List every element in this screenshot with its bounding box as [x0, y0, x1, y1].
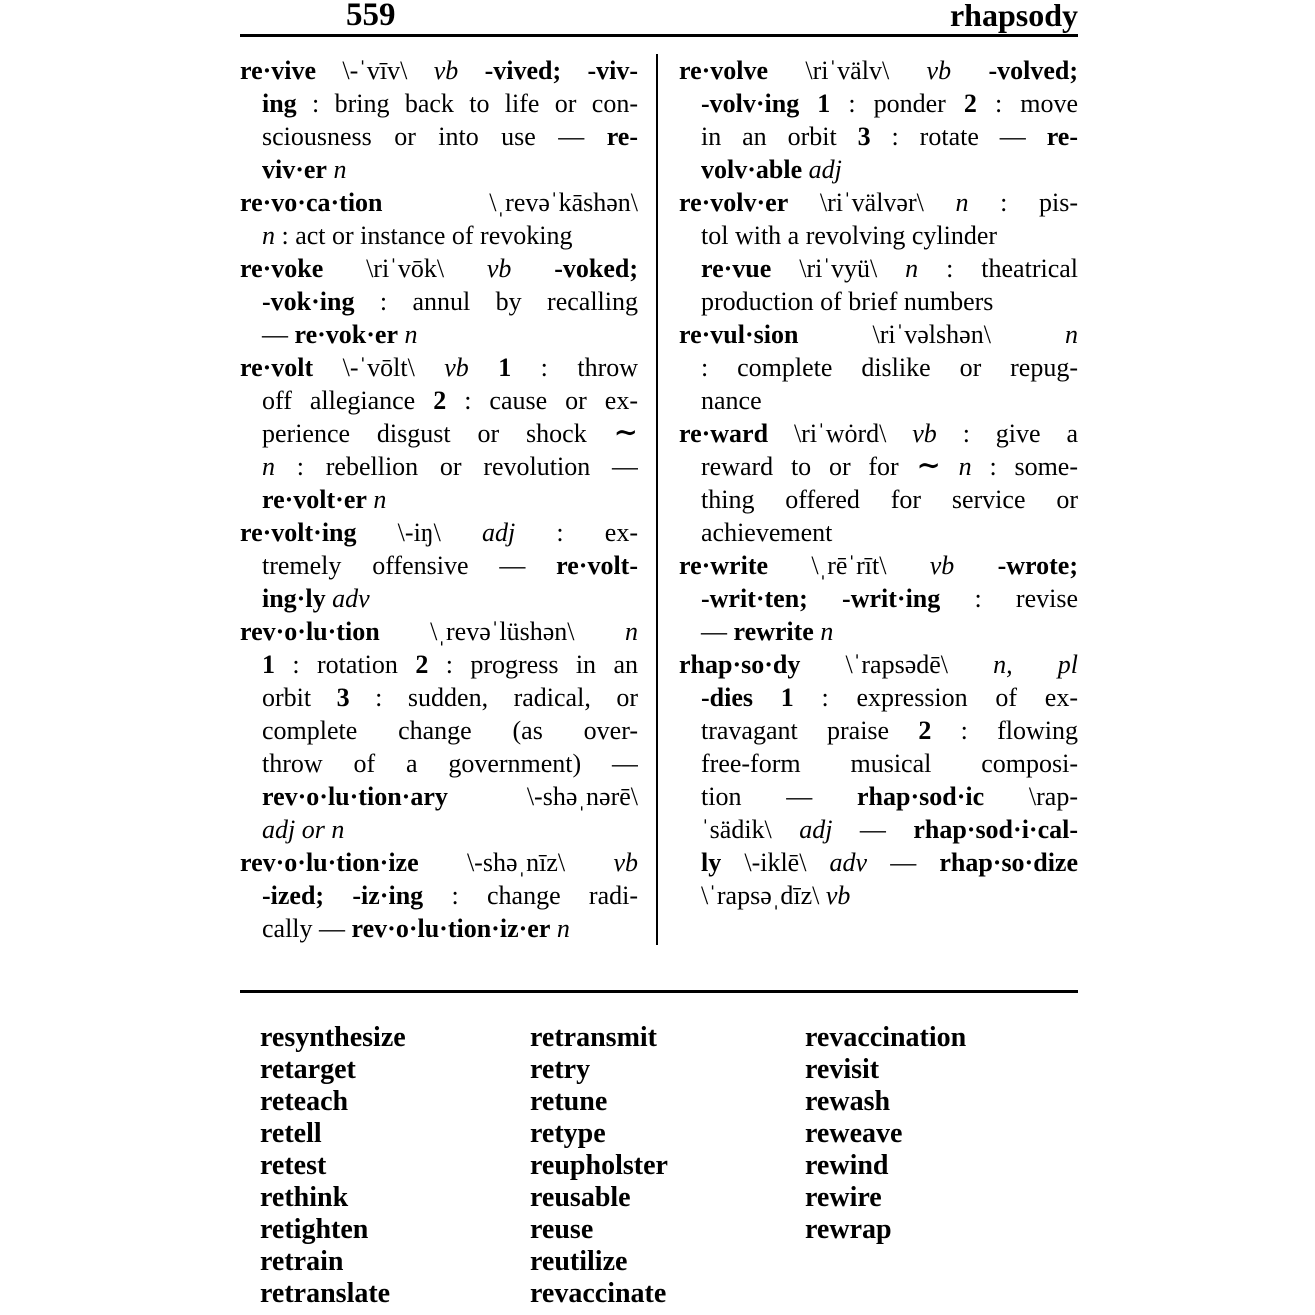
- entry-line: [240, 252, 638, 285]
- entry-text-italic: n: [958, 452, 972, 481]
- entry-text: \riˈwȯrd\: [768, 419, 913, 448]
- entry-text-bold: re·vo·ca·tion: [240, 188, 383, 217]
- entry-text-bold: 2: [433, 386, 447, 415]
- entry-text-bold: -volv·ing 1: [701, 89, 831, 118]
- entry-text: [954, 551, 997, 580]
- entry-text: off allegiance: [262, 386, 434, 415]
- entry-text-italic: n: [820, 617, 834, 646]
- entry-revocation: [240, 186, 638, 252]
- entry-line: [679, 813, 1078, 846]
- entry-line: [679, 648, 1078, 681]
- entry-text: : bring back to life or con-: [296, 89, 638, 118]
- entry-text-bold: -writ·ten; -writ·ing: [701, 584, 941, 613]
- word-list-item: retype: [530, 1118, 606, 1149]
- entry-text: [951, 56, 988, 85]
- entry-text-italic: vb: [929, 551, 955, 580]
- page-content: [240, 0, 1078, 1310]
- entry-line: [240, 384, 638, 417]
- entry-text: \ˈrapsəˌdīz\: [701, 881, 826, 910]
- entry-text: in an orbit: [701, 122, 858, 151]
- entry-text: \ˈrapsədē\: [800, 650, 994, 679]
- word-list-item: rewire: [805, 1182, 882, 1213]
- entry-text-italic: n: [556, 914, 570, 943]
- entry-revive: [240, 54, 638, 186]
- entry-text-bold: re·vive: [240, 56, 317, 85]
- entry-text-bold: rev·o·lu·tion·ize: [240, 848, 419, 877]
- entry-line: [240, 912, 638, 945]
- entry-text-italic: n: [333, 155, 347, 184]
- word-list-item: revaccination: [805, 1022, 967, 1053]
- entry-line: [679, 747, 1078, 780]
- entry-text-bold: volv·able: [701, 155, 803, 184]
- entry-text: \riˈvōk\: [323, 254, 487, 283]
- entry-text: —: [867, 848, 940, 877]
- entry-text-bold: ly: [701, 848, 722, 877]
- entry-text-italic: n: [373, 485, 387, 514]
- entry-text-italic: adj: [808, 155, 842, 184]
- entry-line: [240, 219, 638, 252]
- entry-text-bold: 1: [498, 353, 512, 382]
- entry-text-bold: ing·ly: [262, 584, 326, 613]
- entry-line: [240, 54, 638, 87]
- entry-line: [240, 747, 638, 780]
- entry-text: \ˌrēˈrīt\: [768, 551, 930, 580]
- word-list-item: retest: [260, 1150, 327, 1181]
- entry-revolver: [679, 186, 1078, 252]
- entry-revolutionize: [240, 846, 638, 945]
- entry-text-bold: -vived; -viv-: [484, 56, 638, 85]
- entry-text-italic: vb: [433, 56, 459, 85]
- word-list-item: reweave: [805, 1118, 903, 1149]
- entry-line: [240, 549, 638, 582]
- entry-text: : move: [976, 89, 1078, 118]
- entry-text: \-iŋ\: [356, 518, 483, 547]
- word-list-item: rethink: [260, 1182, 349, 1213]
- entry-revolting: [240, 516, 638, 615]
- entry-text: : pis-: [968, 188, 1078, 217]
- entry-line: [240, 846, 638, 879]
- entry-text-bold: rev·o·lu·tion: [240, 617, 380, 646]
- entry-text-italic: vb: [926, 56, 952, 85]
- entry-text: \riˈvälvər\: [788, 188, 956, 217]
- entry-text: thing offered for service or: [701, 485, 1078, 514]
- entry-text-italic: vb: [613, 848, 638, 877]
- entry-text-italic: vb: [444, 353, 469, 382]
- entry-text-bold: 3: [857, 122, 871, 151]
- entry-revue: [679, 252, 1078, 318]
- entry-text-bold: re·write: [679, 551, 769, 580]
- entry-line: [240, 648, 638, 681]
- entry-text: tion —: [701, 782, 857, 811]
- entry-text: [753, 683, 781, 712]
- word-list-item: reutilize: [530, 1246, 628, 1277]
- word-list-item: retranslate: [260, 1278, 391, 1309]
- entry-text-italic: adv: [332, 584, 370, 613]
- entry-line: [679, 549, 1078, 582]
- entry-line: [240, 417, 638, 450]
- word-list-item: revisit: [805, 1054, 880, 1085]
- entry-text: : sudden, radical, or: [349, 683, 638, 712]
- entry-line: [240, 153, 638, 186]
- entry-text: travagant praise: [701, 716, 919, 745]
- entry-line: [679, 186, 1078, 219]
- entry-text-bold: 1: [262, 650, 275, 679]
- entry-text: free-form musical composi-: [701, 749, 1078, 778]
- entry-text-italic: vb: [486, 254, 512, 283]
- entry-text: perience disgust or shock: [262, 419, 614, 448]
- entry-text: sciousness or into use —: [262, 122, 607, 151]
- entry-text: \ˌrevəˈkāshən\: [382, 188, 638, 217]
- entry-line: [679, 582, 1078, 615]
- entry-text: : rotation: [275, 650, 416, 679]
- entry-text-bold: -dies: [701, 683, 753, 712]
- entry-text: : throw: [511, 353, 638, 382]
- entry-text-bold: re-: [606, 122, 638, 151]
- entry-text: \riˈvyü\: [771, 254, 906, 283]
- entry-line: [679, 219, 1078, 252]
- entry-text: : change radi-: [423, 881, 638, 910]
- entry-line: [240, 120, 638, 153]
- page-header: [240, 0, 1078, 34]
- word-list-item: retrain: [260, 1246, 344, 1277]
- entry-line: [679, 681, 1078, 714]
- entry-text: production of brief numbers: [701, 287, 994, 316]
- entry-line: [240, 780, 638, 813]
- entry-text-italic: adj or n: [262, 815, 345, 844]
- word-list-item: reteach: [260, 1086, 349, 1117]
- entry-line: [679, 384, 1078, 417]
- entry-line: [679, 153, 1078, 186]
- entry-line: [240, 681, 638, 714]
- entry-revolt: [240, 351, 638, 516]
- entry-line: [679, 417, 1078, 450]
- word-list-item: retighten: [260, 1214, 369, 1245]
- left-column: [240, 54, 638, 945]
- entry-text-italic: adj: [799, 815, 833, 844]
- entry-text: —: [832, 815, 914, 844]
- entry-columns: [240, 54, 1078, 945]
- entry-text-italic: vb: [825, 881, 851, 910]
- entry-text-bold: re·ward: [679, 419, 769, 448]
- right-column: [679, 54, 1078, 945]
- entry-text-italic: n: [905, 254, 919, 283]
- entry-text: : complete dislike or repug-: [701, 353, 1078, 382]
- word-list-column-2: [530, 1022, 805, 1310]
- entry-text: tremely offensive —: [262, 551, 557, 580]
- entry-text-bold: -wrote;: [997, 551, 1078, 580]
- entry-text: complete change (as over-: [262, 716, 638, 745]
- entry-text-bold: rev·o·lu·tion·iz·er: [351, 914, 551, 943]
- entry-text: \riˈvəlshən\: [798, 320, 1065, 349]
- entry-line: [679, 318, 1078, 351]
- entry-text: : expression of ex-: [793, 683, 1078, 712]
- word-list-item: resynthesize: [260, 1022, 406, 1053]
- entry-reward: [679, 417, 1078, 549]
- entry-text: \-ˈvīv\: [316, 56, 434, 85]
- entry-text-bold: -voked;: [554, 254, 638, 283]
- entry-text-italic: adv: [829, 848, 868, 877]
- entry-text-bold: re·volt·er: [262, 485, 367, 514]
- entry-text: orbit: [262, 683, 337, 712]
- entry-text-bold: re·volt-: [556, 551, 638, 580]
- column-divider: [656, 54, 658, 945]
- entry-text-bold: 1: [780, 683, 794, 712]
- word-list-item: rewash: [805, 1086, 891, 1117]
- entry-text: : progress in an: [428, 650, 638, 679]
- entry-line: [679, 87, 1078, 120]
- entry-text-bold: re·vue: [701, 254, 772, 283]
- entry-text-bold: rhap·sod·ic: [856, 782, 985, 811]
- entry-line: [679, 714, 1078, 747]
- undefined-word-list: [240, 1022, 1078, 1310]
- entry-text: \-iklē\: [721, 848, 830, 877]
- entry-rewrite: [679, 549, 1078, 648]
- entry-text-bold: re·volv·er: [679, 188, 789, 217]
- entry-text-bold: rhap·so·dize: [939, 848, 1078, 877]
- entry-revoke: [240, 252, 638, 351]
- entry-text: cally —: [262, 914, 352, 943]
- entry-text-italic: n: [1065, 320, 1078, 349]
- entry-line: [240, 813, 638, 846]
- word-list-item: reusable: [530, 1182, 631, 1213]
- word-list-item: reuse: [530, 1214, 594, 1245]
- entry-text-bold: rhap·so·dy: [679, 650, 801, 679]
- entry-text: nance: [701, 386, 762, 415]
- entry-line: [240, 516, 638, 549]
- entry-line: [679, 615, 1078, 648]
- word-list-item: retarget: [260, 1054, 356, 1085]
- entry-text-bold: re-: [1046, 122, 1078, 151]
- entry-text: : rebellion or revolution —: [275, 452, 638, 481]
- word-list-item: retell: [260, 1118, 322, 1149]
- entry-text: : ponder: [830, 89, 964, 118]
- entry-text-bold: 3: [336, 683, 350, 712]
- word-list-column-1: [260, 1022, 530, 1310]
- entry-text: \ˌrevəˈlüshən\: [379, 617, 625, 646]
- entry-line: [679, 252, 1078, 285]
- word-list-item: rewind: [805, 1150, 889, 1181]
- word-list-item: retune: [530, 1086, 608, 1117]
- word-list-item: retry: [530, 1054, 591, 1085]
- entry-text: [458, 56, 484, 85]
- entry-line: [240, 450, 638, 483]
- entry-text-italic: n: [262, 221, 275, 250]
- guide-word: rhapsody: [949, 0, 1078, 33]
- entry-text-bold: -ized; -iz·ing: [262, 881, 424, 910]
- entry-text-bold: re·volt: [240, 353, 314, 382]
- entry-text-bold: rhap·sod·i·cal-: [913, 815, 1078, 844]
- word-list-item: revaccinate: [530, 1278, 667, 1309]
- entry-text: reward to or for: [701, 452, 917, 481]
- entry-line: [240, 285, 638, 318]
- entry-text-italic: vb: [912, 419, 937, 448]
- entry-line: [679, 450, 1078, 483]
- entry-line: [679, 846, 1078, 879]
- entry-line: [240, 186, 638, 219]
- entry-text-bold: re·volt·ing: [240, 518, 357, 547]
- entry-revulsion: [679, 318, 1078, 417]
- entry-text-italic: n, pl: [993, 650, 1078, 679]
- entry-text-italic: adj: [482, 518, 516, 547]
- entry-text: tol with a revolving cylinder: [701, 221, 998, 250]
- entry-text: [469, 353, 498, 382]
- entry-line: [679, 879, 1078, 912]
- entry-line: [679, 780, 1078, 813]
- entry-text: : theatrical: [918, 254, 1078, 283]
- entry-revolve: [679, 54, 1078, 186]
- entry-text: ∼: [916, 450, 941, 482]
- word-list-item: rewrap: [805, 1214, 892, 1245]
- entry-text-italic: n: [955, 188, 969, 217]
- header-rule: [240, 34, 1078, 37]
- entry-text: : flowing: [931, 716, 1078, 745]
- entry-text: \-shəˌnīz\: [418, 848, 614, 877]
- entry-text-bold: re·vul·sion: [679, 320, 799, 349]
- entry-text: achievement: [701, 518, 833, 547]
- entry-text: —: [701, 617, 734, 646]
- entry-line: [679, 54, 1078, 87]
- entry-line: [679, 351, 1078, 384]
- entry-text-italic: n: [262, 452, 275, 481]
- entry-text-bold: 2: [918, 716, 932, 745]
- entry-line: [240, 582, 638, 615]
- entry-text: \-shəˌnərē\: [447, 782, 638, 811]
- entry-line: [679, 483, 1078, 516]
- entry-text: : act or instance of revoking: [275, 221, 573, 250]
- entry-line: [240, 483, 638, 516]
- entry-text: \rap-: [984, 782, 1078, 811]
- entry-text: : annul by recalling: [354, 287, 638, 316]
- entry-text-bold: re·vok·er: [294, 320, 398, 349]
- entry-text: —: [262, 320, 295, 349]
- entry-text: ˈsädik\: [701, 815, 800, 844]
- entry-text: : revise: [940, 584, 1078, 613]
- word-list-item: retransmit: [530, 1022, 657, 1053]
- entry-line: [240, 879, 638, 912]
- entry-revolution: [240, 615, 638, 846]
- entry-text-bold: 2: [415, 650, 429, 679]
- entry-line: [240, 318, 638, 351]
- entry-text-bold: rewrite: [733, 617, 814, 646]
- entry-line: [679, 516, 1078, 549]
- entry-text-bold: viv·er: [262, 155, 327, 184]
- entry-text: : give a: [936, 419, 1078, 448]
- word-list-rule: [240, 990, 1078, 993]
- entry-text: : ex-: [515, 518, 638, 547]
- entry-text: throw of a government) —: [262, 749, 638, 778]
- page-number: 559: [346, 0, 396, 33]
- entry-line: [679, 285, 1078, 318]
- entry-text-bold: 2: [963, 89, 977, 118]
- entry-text-bold: -vok·ing: [262, 287, 355, 316]
- entry-text-bold: re·voke: [240, 254, 324, 283]
- entry-text-italic: n: [625, 617, 638, 646]
- entry-text: \-ˈvōlt\: [313, 353, 445, 382]
- entry-line: [240, 615, 638, 648]
- entry-text-italic: n: [404, 320, 418, 349]
- entry-line: [240, 351, 638, 384]
- entry-rhapsody: [679, 648, 1078, 912]
- word-list-column-3: [805, 1022, 1078, 1310]
- entry-text: : rotate —: [870, 122, 1047, 151]
- entry-text-bold: -volved;: [988, 56, 1078, 85]
- word-list-item: reupholster: [530, 1150, 668, 1181]
- entry-line: [240, 87, 638, 120]
- entry-text: \riˈvälv\: [768, 56, 927, 85]
- entry-text-bold: re·volve: [679, 56, 769, 85]
- entry-line: [679, 120, 1078, 153]
- entry-text: : some-: [971, 452, 1078, 481]
- entry-text: ∼: [613, 417, 638, 449]
- entry-text: : cause or ex-: [446, 386, 638, 415]
- entry-line: [240, 714, 638, 747]
- entry-text-bold: rev·o·lu·tion·ary: [262, 782, 448, 811]
- entry-text: [511, 254, 554, 283]
- entry-text-bold: ing: [262, 89, 297, 118]
- entry-text: [941, 452, 959, 481]
